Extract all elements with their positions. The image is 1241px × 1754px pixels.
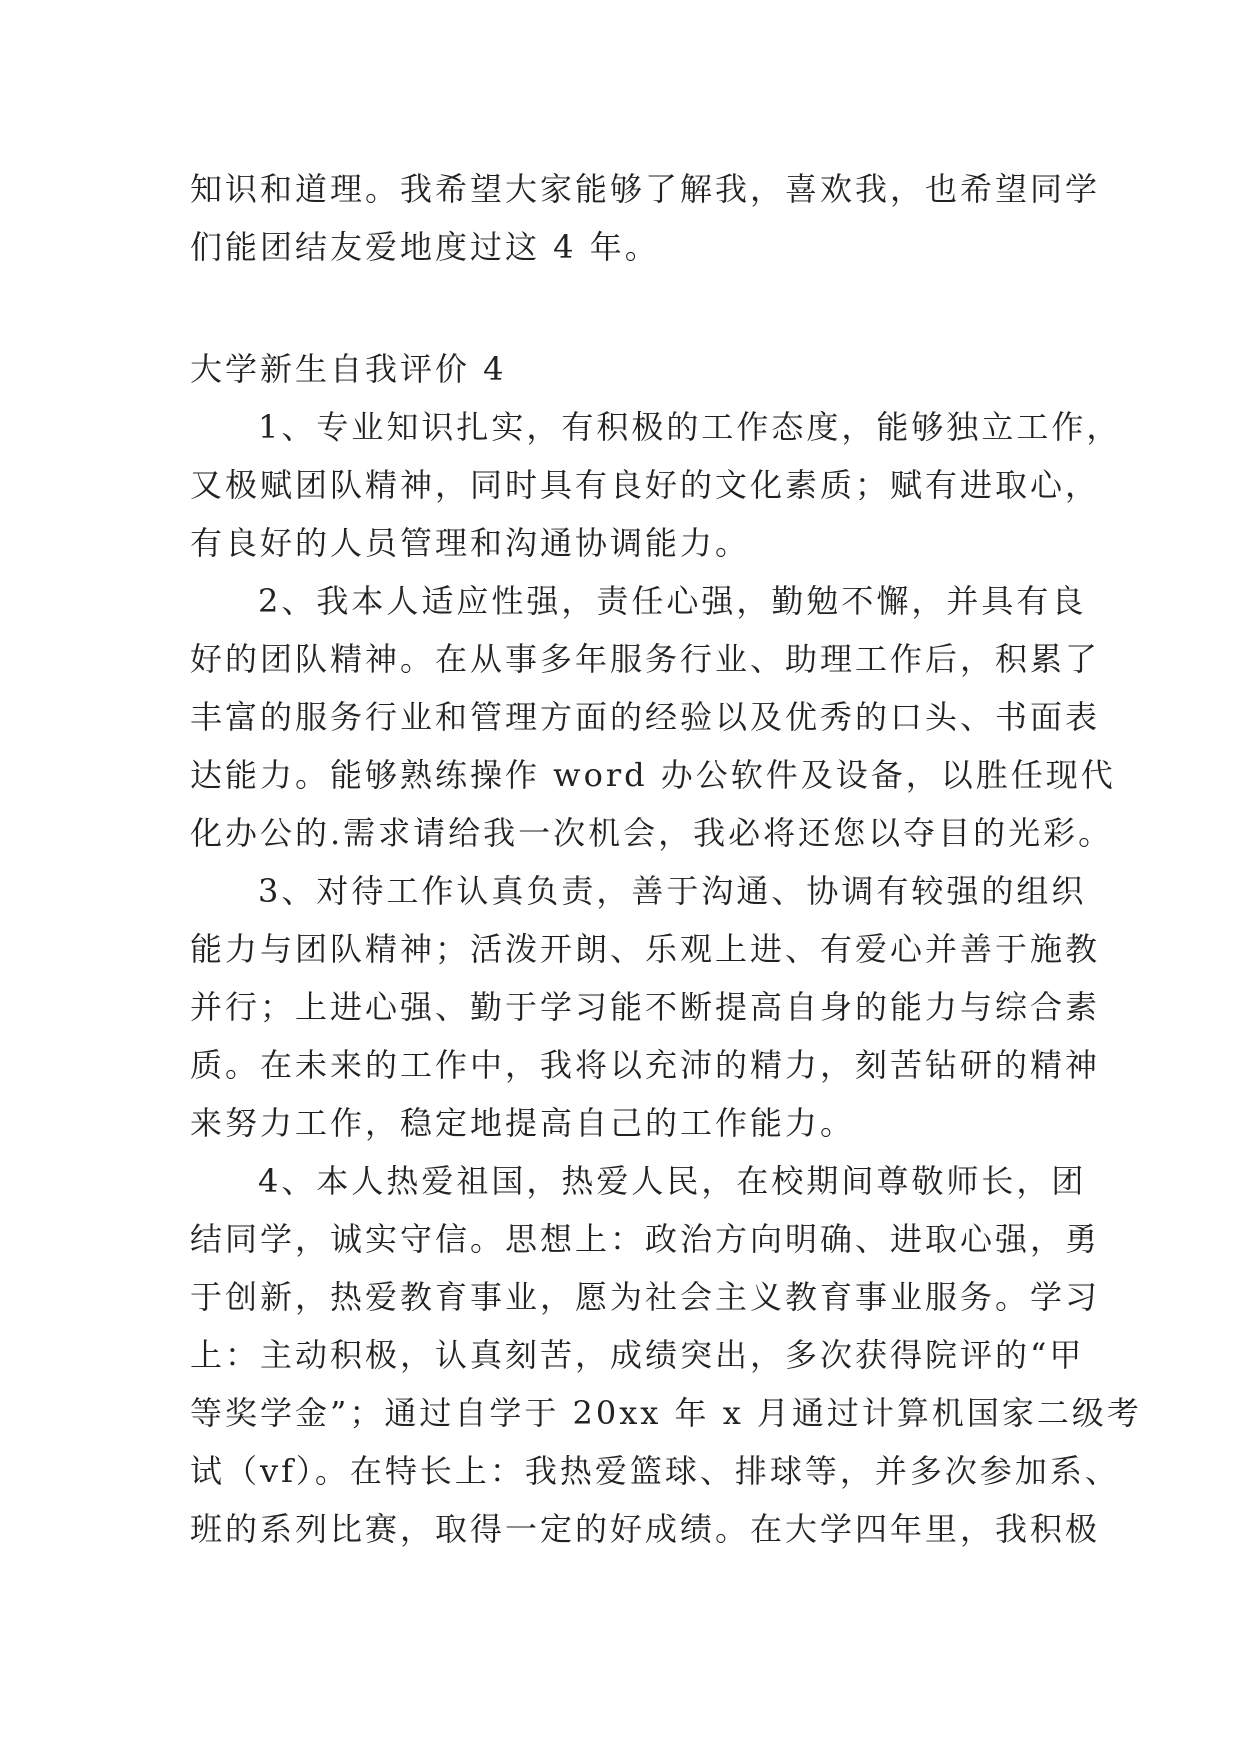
paragraph-3	[190, 862, 1101, 1152]
text-line: 2、我本人适应性强，责任心强，勤勉不懈，并具有良	[258, 582, 1087, 620]
text-line: 知识和道理。我希望大家能够了解我，喜欢我，也希望同学	[190, 170, 1101, 208]
paragraph-1	[190, 398, 1122, 572]
intro-paragraph	[190, 160, 1101, 276]
text-line: 1、专业知识扎实，有积极的工作态度，能够独立工作，	[258, 408, 1122, 446]
text-line: 能力与团队精神；活泼开朗、乐观上进、有爱心并善于施教	[190, 930, 1101, 968]
text-line: 上：主动积极，认真刻苦，成绩突出，多次获得院评的“甲	[190, 1336, 1085, 1374]
text-line: 化办公的.需求请给我一次机会，我必将还您以夺目的光彩。	[190, 814, 1114, 852]
text-line: 来努力工作，稳定地提高自己的工作能力。	[190, 1104, 856, 1142]
text-line: 结同学，诚实守信。思想上：政治方向明确、进取心强，勇	[190, 1220, 1101, 1258]
text-line: 质。在未来的工作中，我将以充沛的精力，刻苦钻研的精神	[190, 1046, 1101, 1084]
text-line: 试（vf）。在特长上：我热爱篮球、排球等，并多次参加系、	[190, 1452, 1120, 1490]
text-line: 们能团结友爱地度过这 4 年。	[190, 228, 660, 266]
text-line: 达能力。能够熟练操作 word 办公软件及设备，以胜任现代	[190, 756, 1116, 794]
paragraph-2	[190, 572, 1116, 862]
paragraph-4	[190, 1152, 1142, 1558]
text-line: 好的团队精神。在从事多年服务行业、助理工作后，积累了	[190, 640, 1101, 678]
section-gap	[190, 276, 1070, 340]
text-line: 又极赋团队精神，同时具有良好的文化素质；赋有进取心，	[190, 466, 1101, 504]
text-line: 班的系列比赛，取得一定的好成绩。在大学四年里，我积极	[190, 1510, 1101, 1548]
section-title: 大学新生自我评价 4	[190, 350, 507, 388]
text-line: 丰富的服务行业和管理方面的经验以及优秀的口头、书面表	[190, 698, 1101, 736]
text-line: 有良好的人员管理和沟通协调能力。	[190, 524, 751, 562]
text-line: 等奖学金”；通过自学于 20xx 年 x 月通过计算机国家二级考	[190, 1394, 1142, 1432]
text-line: 4、本人热爱祖国，热爱人民，在校期间尊敬师长，团	[258, 1162, 1087, 1200]
text-line: 于创新，热爱教育事业，愿为社会主义教育事业服务。学习	[190, 1278, 1101, 1316]
text-line: 并行；上进心强、勤于学习能不断提高自身的能力与综合素	[190, 988, 1101, 1026]
text-line: 3、对待工作认真负责，善于沟通、协调有较强的组织	[258, 872, 1087, 910]
document-body	[190, 160, 1142, 1558]
